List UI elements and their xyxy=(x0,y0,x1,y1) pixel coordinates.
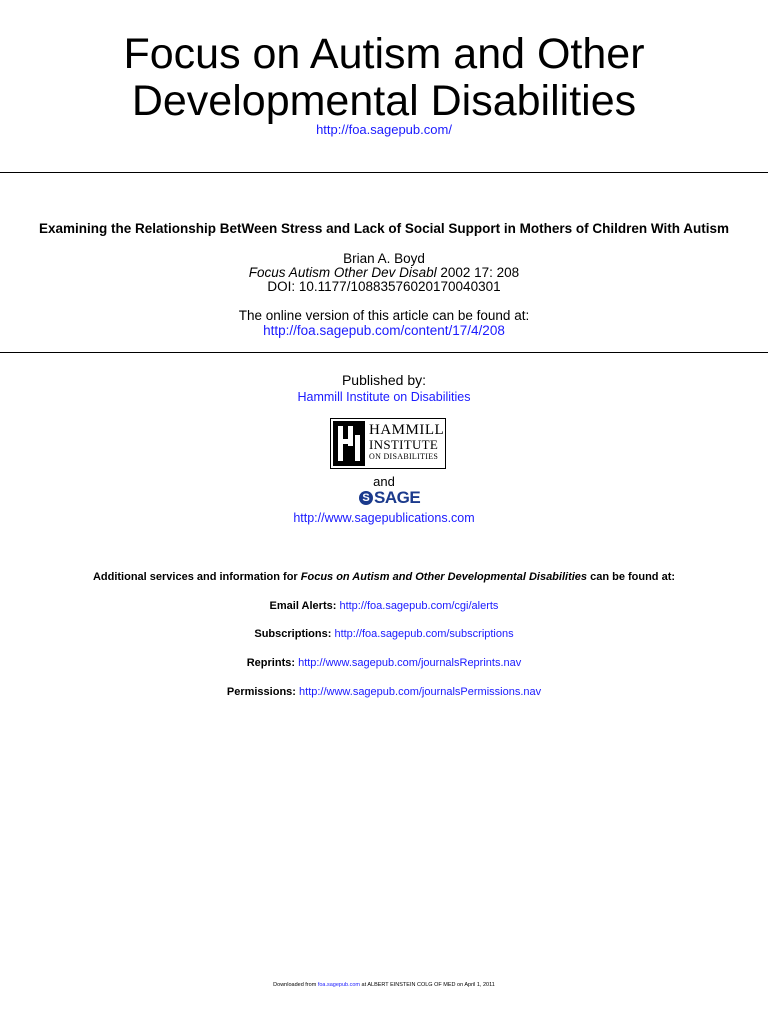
additional-services-intro xyxy=(0,571,768,583)
publisher-link[interactable]: Hammill Institute on Disabilities xyxy=(297,390,471,404)
sage-url-row xyxy=(0,511,768,525)
article-citation xyxy=(0,265,768,280)
footer-link[interactable]: foa.sagepub.com xyxy=(317,982,361,988)
service-reprints xyxy=(0,657,768,669)
sage-wordmark: SAGE xyxy=(374,488,421,507)
citation-journal: Focus Autism Other Dev Disabl xyxy=(248,265,437,280)
sage-s-icon: S xyxy=(359,491,373,505)
hammill-wordmark xyxy=(369,423,444,462)
services-intro-before: Additional services and information for xyxy=(92,571,301,583)
online-version-row xyxy=(0,323,768,338)
middle-divider xyxy=(0,352,768,353)
hammill-logo xyxy=(330,418,446,469)
service-label: Email Alerts: xyxy=(269,600,337,612)
hammill-mark-icon xyxy=(333,421,365,466)
service-email-alerts xyxy=(0,600,768,612)
service-link[interactable]: http://foa.sagepub.com/subscriptions xyxy=(334,628,514,640)
publisher-row xyxy=(0,390,768,404)
journal-url-row xyxy=(0,122,768,137)
download-footer xyxy=(0,982,768,988)
services-intro-after: can be found at: xyxy=(587,571,676,583)
service-link[interactable]: http://www.sagepub.com/journalsReprints.nav xyxy=(298,657,522,669)
online-version-link[interactable]: http://foa.sagepub.com/content/17/4/208 xyxy=(263,323,505,338)
journal-title-line2: Developmental Disabilities xyxy=(131,77,637,125)
article-doi: DOI: 10.1177/10883576020170040301 xyxy=(267,279,501,294)
service-label: Subscriptions: xyxy=(254,628,332,640)
service-link[interactable]: http://foa.sagepub.com/cgi/alerts xyxy=(339,600,499,612)
journal-url-link[interactable]: http://foa.sagepub.com/ xyxy=(316,122,452,137)
online-version-text: The online version of this article can be found at: xyxy=(238,308,530,323)
service-label: Permissions: xyxy=(226,686,296,698)
top-divider xyxy=(0,172,768,173)
journal-title-line1: Focus on Autism and Other xyxy=(123,30,645,78)
services-intro-journal: Focus on Autism and Other Developmental Disabilities xyxy=(300,571,588,583)
service-label: Reprints: xyxy=(246,657,296,669)
published-by-label: Published by: xyxy=(341,372,427,388)
hammill-wordmark-line2: INSTITUTE xyxy=(369,437,439,452)
sage-logo xyxy=(359,489,420,507)
article-author: Brian A. Boyd xyxy=(343,251,425,266)
footer-before: Downloaded from xyxy=(273,982,318,988)
service-subscriptions xyxy=(0,628,768,640)
service-permissions xyxy=(0,686,768,698)
footer-after: at ALBERT EINSTEIN COLG OF MED on April 1, 2011 xyxy=(360,982,495,988)
citation-volume: 2002 17: 208 xyxy=(436,265,520,280)
and-label: and xyxy=(373,474,395,489)
hammill-wordmark-line3: ON DISABILITIES xyxy=(369,452,439,461)
service-link[interactable]: http://www.sagepub.com/journalsPermissions.nav xyxy=(299,686,542,698)
sage-url-link[interactable]: http://www.sagepublications.com xyxy=(293,511,475,525)
hammill-wordmark-line1: HAMMILL xyxy=(369,422,445,438)
article-title: Examining the Relationship BetWeen Stress and Lack of Social Support in Mothers of Children With Autism xyxy=(39,221,729,236)
